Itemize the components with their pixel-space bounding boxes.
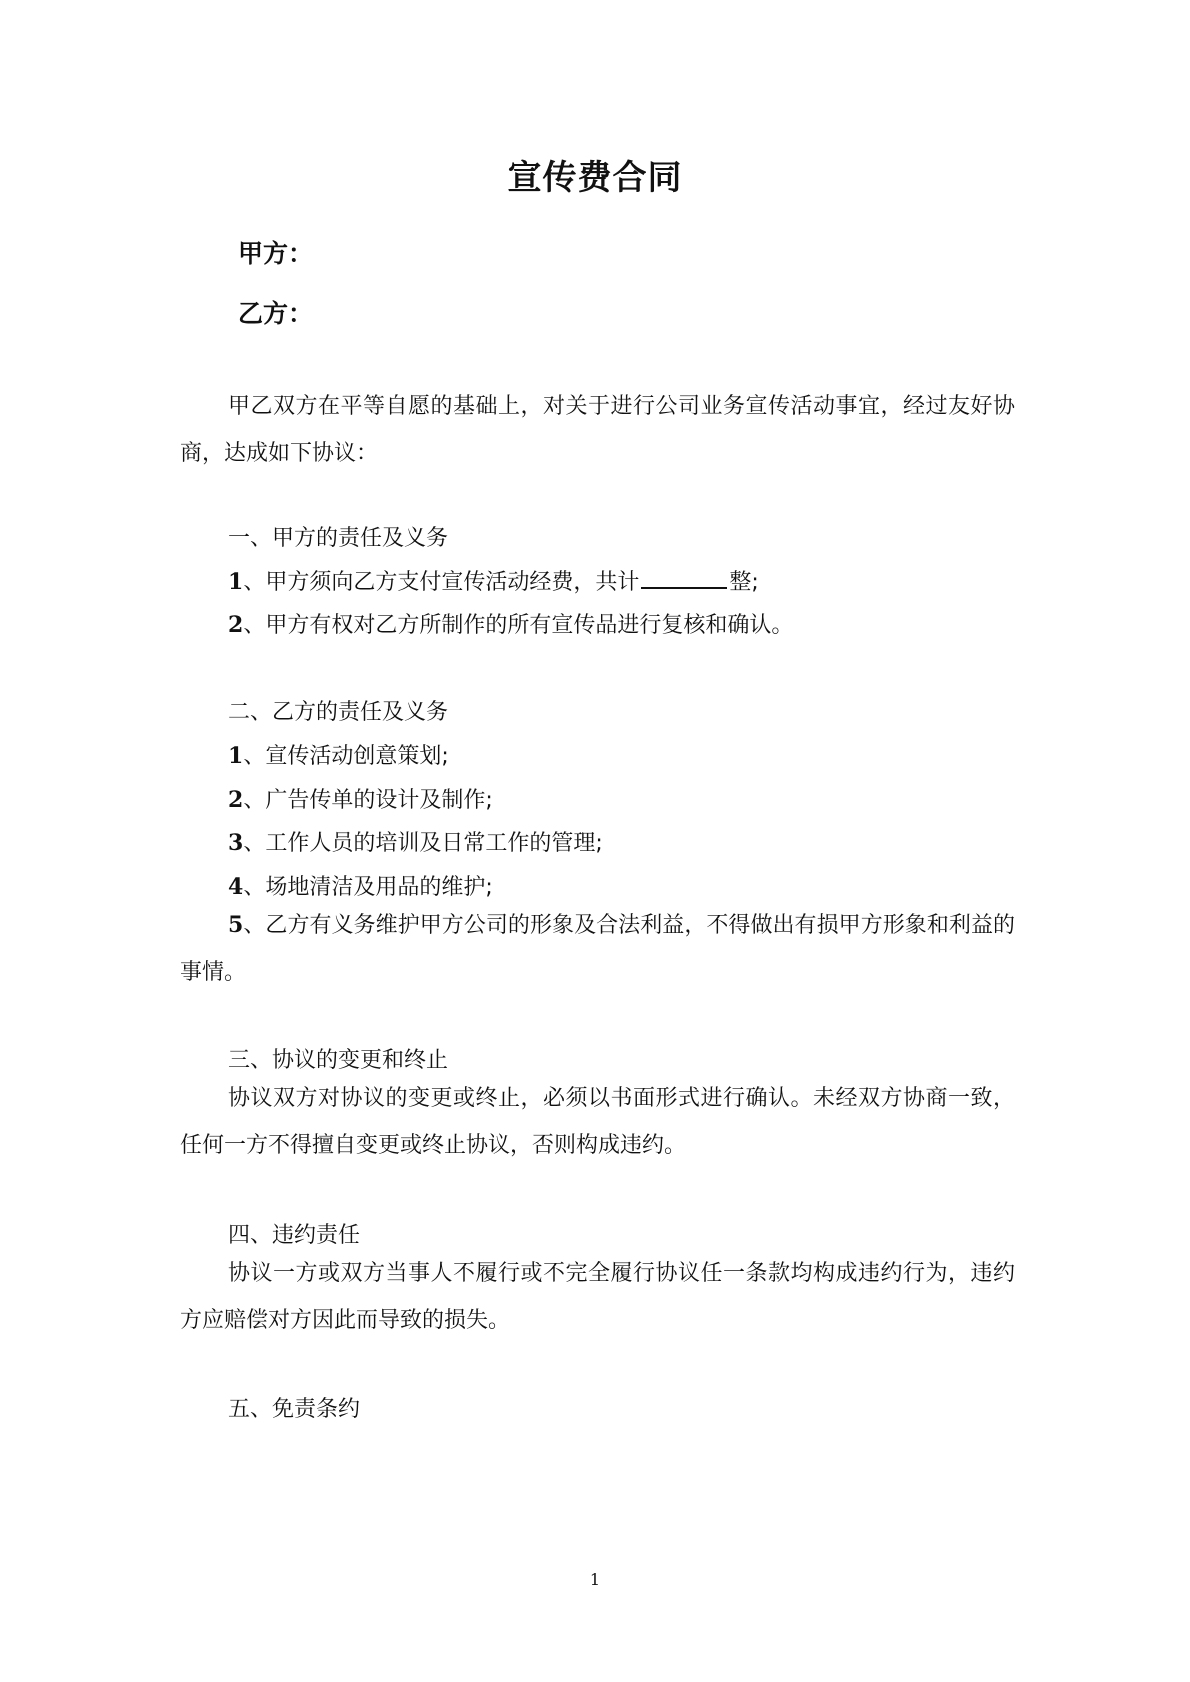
section-4-heading: 四、违约责任 <box>228 1223 361 1248</box>
item-number: 3 <box>228 830 244 856</box>
item-number: 1 <box>228 569 244 595</box>
page-number: 1 <box>589 1570 601 1589</box>
section-3-body: 协议双方对协议的变更或终止，必须以书面形式进行确认。未经双方协商一致，任何一方不得擅自变更或终止协议，否则构成违约。 <box>180 1086 1015 1158</box>
section-2-item-3 <box>228 826 603 857</box>
section-5-heading: 五、免责条约 <box>228 1397 361 1422</box>
section-3-heading: 三、协议的变更和终止 <box>228 1048 449 1073</box>
section-1-heading: 一、甲方的责任及义务 <box>228 526 449 551</box>
section-2-item-5 <box>180 902 1015 996</box>
section-4-body: 协议一方或双方当事人不履行或不完全履行协议任一条款均构成违约行为，违约方应赔偿对方因此而导致的损失。 <box>180 1261 1015 1333</box>
amount-blank-line <box>641 565 727 589</box>
item-text: 、宣传活动创意策划; <box>243 744 449 769</box>
item-text: 、甲方有权对乙方所制作的所有宣传品进行复核和确认。 <box>243 613 794 638</box>
section-1-item-1 <box>228 565 759 596</box>
item-text: 、广告传单的设计及制作; <box>243 788 493 813</box>
item-text: 、场地清洁及用品的维护; <box>243 875 493 900</box>
item-number: 4 <box>228 874 244 900</box>
section-2-item-2 <box>228 783 493 814</box>
item-text: 、工作人员的培训及日常工作的管理; <box>243 831 603 856</box>
party-a-label: 甲方： <box>238 239 314 268</box>
item-text: 、甲方须向乙方支付宣传活动经费，共计 <box>243 570 640 595</box>
document-title: 宣传费合同 <box>507 158 683 198</box>
section-2-item-1 <box>228 739 449 770</box>
item-number: 2 <box>228 787 244 813</box>
section-2-heading: 二、乙方的责任及义务 <box>228 700 449 725</box>
item-text: 、乙方有义务维护甲方公司的形象及合法利益，不得做出有损甲方形象和利益的事情。 <box>180 913 1015 985</box>
section-2-item-4 <box>228 870 493 901</box>
item-text-end: 整; <box>729 570 759 595</box>
intro-paragraph: 甲乙双方在平等自愿的基础上，对关于进行公司业务宣传活动事宜，经过友好协商，达成如下协议： <box>180 394 1015 466</box>
section-1-item-2 <box>228 608 793 639</box>
item-number: 1 <box>228 743 244 769</box>
party-b-label: 乙方： <box>238 299 314 328</box>
item-number: 5 <box>228 912 244 938</box>
item-number: 2 <box>228 612 244 638</box>
